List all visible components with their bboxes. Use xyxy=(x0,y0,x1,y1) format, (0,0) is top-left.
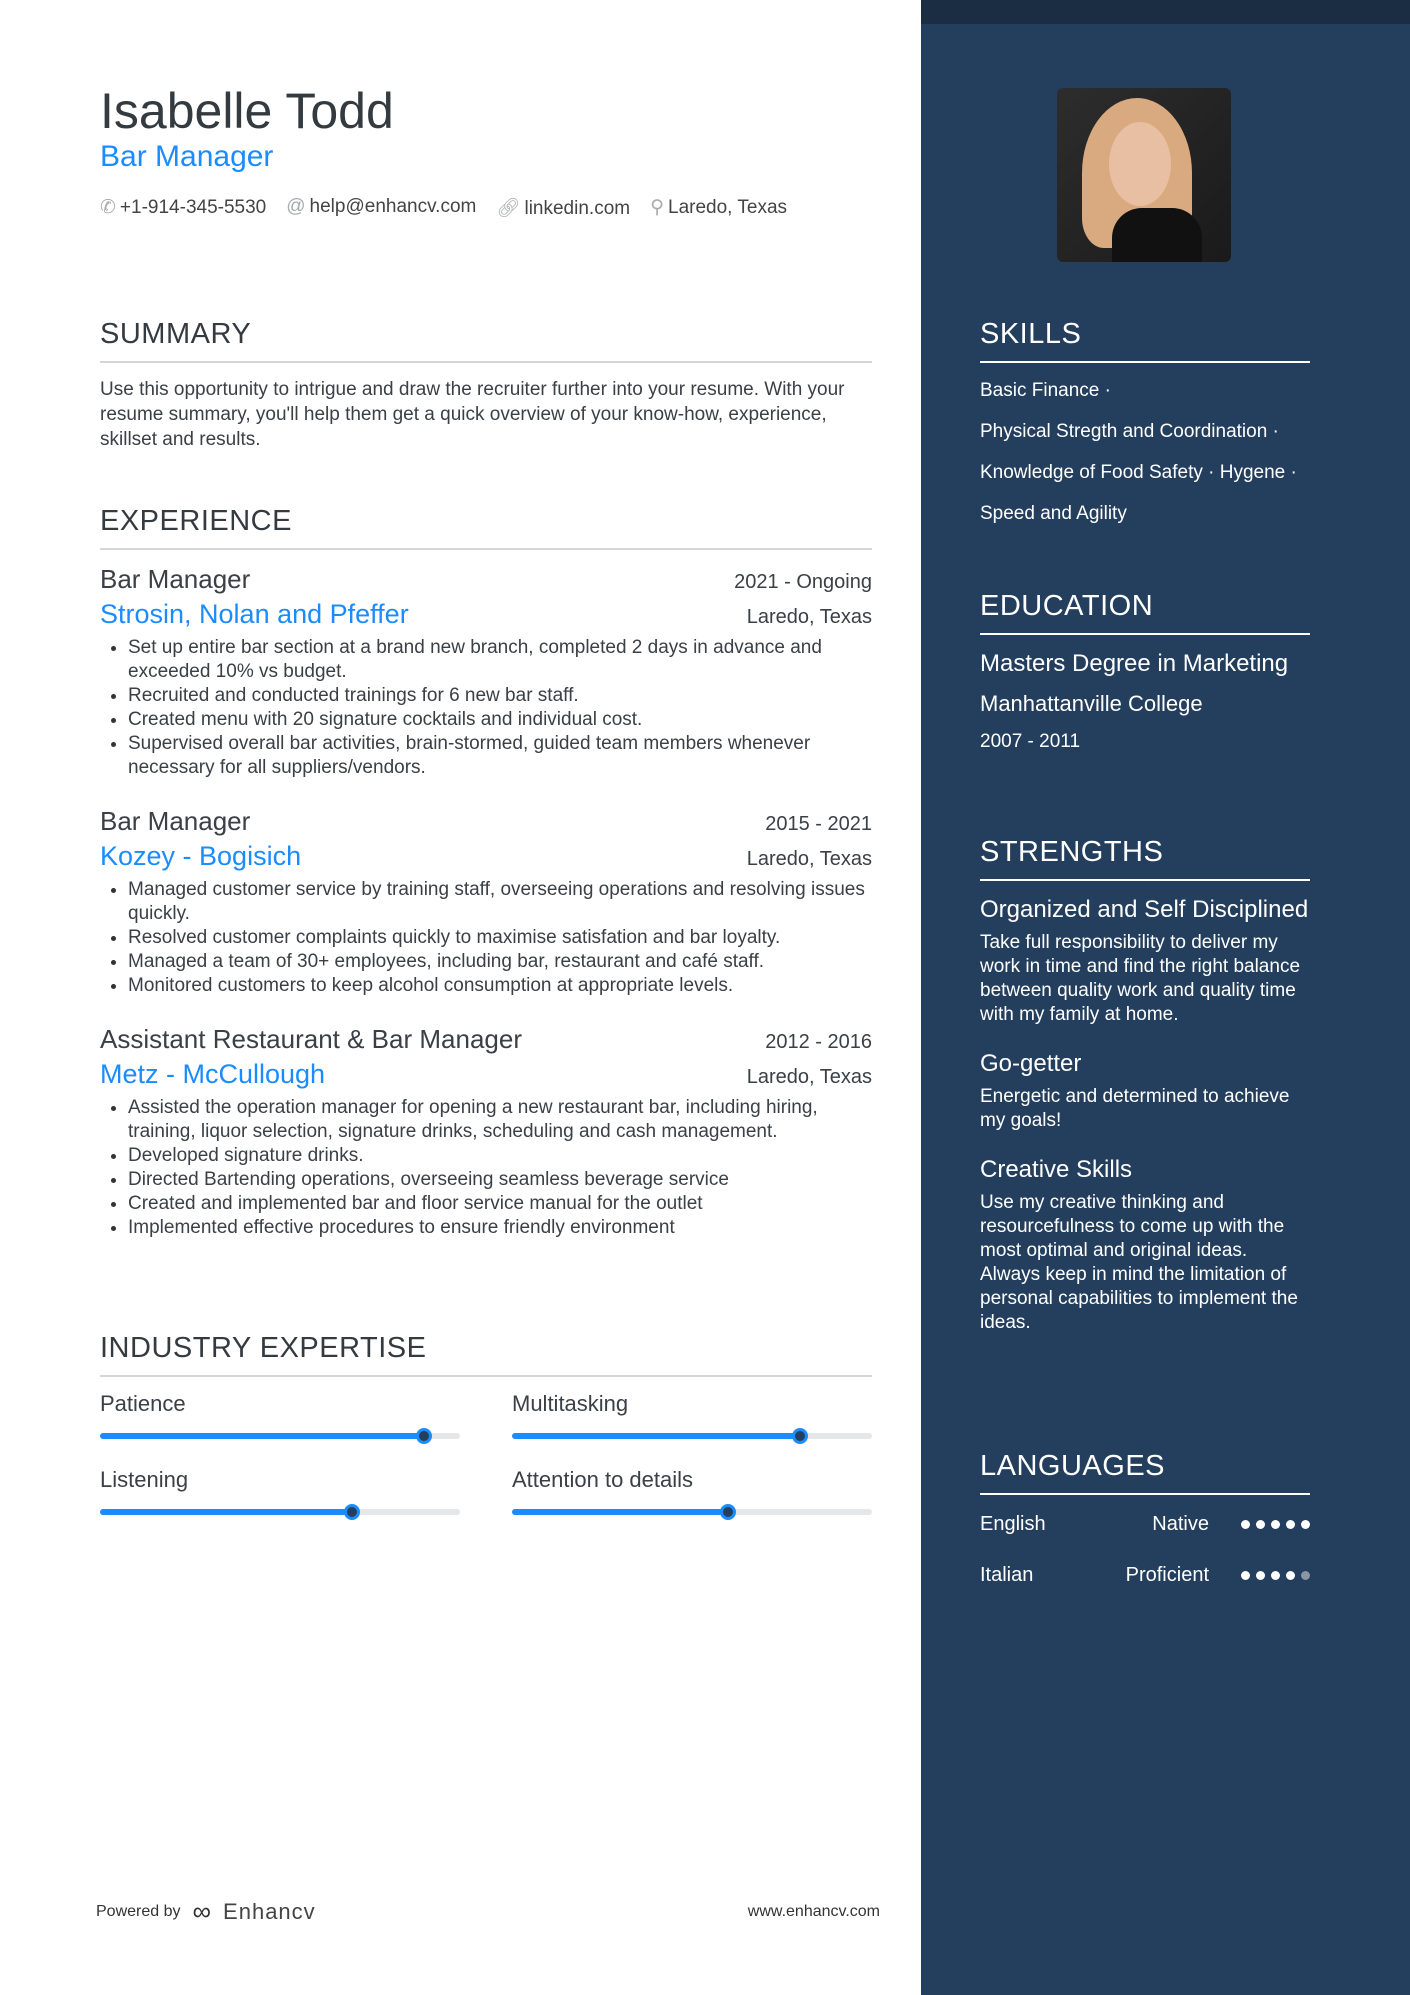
expertise-fill xyxy=(100,1509,352,1515)
job-title: Assistant Restaurant & Bar Manager xyxy=(100,1024,522,1054)
languages-heading: LANGUAGES xyxy=(980,1450,1310,1495)
at-icon: @ xyxy=(286,196,306,217)
summary-section xyxy=(100,318,872,452)
summary-heading: SUMMARY xyxy=(100,318,872,363)
job-bullets xyxy=(100,878,872,998)
bullet-item: • Managed customer service by training staff, overseeing operations and resolving issues quickly. xyxy=(128,878,872,926)
job-header xyxy=(100,806,872,837)
degree: Masters Degree in Marketing xyxy=(980,650,1289,677)
skills-heading: SKILLS xyxy=(980,318,1310,363)
language-level: Native xyxy=(1152,1513,1209,1535)
experience-section xyxy=(100,505,872,1240)
job-title: Bar Manager xyxy=(100,564,251,594)
candidate-name: Isabelle Todd xyxy=(100,83,394,139)
rating-dot xyxy=(1301,1520,1310,1529)
expertise-item xyxy=(512,1467,872,1515)
profile-photo xyxy=(1057,88,1231,262)
expertise-bar xyxy=(512,1509,872,1515)
strengths-heading: STRENGTHS xyxy=(980,836,1310,881)
job-dates: 2015 - 2021 xyxy=(765,813,872,835)
expertise-bar xyxy=(100,1509,460,1515)
rating-dot xyxy=(1271,1571,1280,1580)
expertise-knob xyxy=(344,1504,360,1520)
sidebar xyxy=(921,0,1410,1995)
expertise-bar xyxy=(512,1433,872,1439)
language-rating xyxy=(1241,1520,1310,1529)
summary-text: Use this opportunity to intrigue and draw the recruiter further into your resume. With your resume summary, you'll help them get a quick overview of your know-how, experience, skillset and results. xyxy=(100,379,845,450)
location: Laredo, Texas xyxy=(668,197,788,218)
expertise-item xyxy=(512,1391,872,1439)
job-location: Laredo, Texas xyxy=(746,1066,872,1088)
job-bullets xyxy=(100,636,872,780)
language-name: Italian xyxy=(980,1564,1034,1586)
job-dates: 2012 - 2016 xyxy=(765,1031,872,1053)
link-icon: 🔗︎ xyxy=(496,198,521,219)
education-heading: EDUCATION xyxy=(980,590,1310,635)
bullet-item: • Implemented effective procedures to ensure friendly environment xyxy=(128,1216,872,1240)
skill-item: Knowledge of Food Safety · Hygene · xyxy=(980,462,1297,483)
job-entry xyxy=(100,806,872,998)
strength-title: Go-getter xyxy=(980,1050,1082,1077)
strengths-section xyxy=(980,836,1310,1335)
company-name: Metz - McCullough xyxy=(100,1059,326,1089)
top-strip xyxy=(921,0,1410,24)
skills-section xyxy=(980,318,1310,526)
job-subheader xyxy=(100,837,872,872)
expertise-label: Listening xyxy=(100,1467,189,1492)
bullet-item: • Directed Bartending operations, overseeing seamless beverage service xyxy=(128,1168,872,1192)
phone-icon: ✆ xyxy=(100,197,116,218)
job-entry xyxy=(100,1024,872,1240)
job-bullets xyxy=(100,1096,872,1240)
candidate-title: Bar Manager xyxy=(100,140,274,173)
bullet-item: • Assisted the operation manager for opening a new restaurant bar, including hiring, training, liquor selection, signature drinks, scheduling and cash management. xyxy=(128,1096,872,1144)
job-subheader xyxy=(100,595,872,630)
strength-item xyxy=(980,1155,1310,1335)
education-dates: 2007 - 2011 xyxy=(980,731,1081,752)
language-item xyxy=(980,1513,1310,1536)
expertise-label: Attention to details xyxy=(512,1467,694,1492)
expertise-bar xyxy=(100,1433,460,1439)
job-header xyxy=(100,1024,872,1055)
expertise-label: Patience xyxy=(100,1391,186,1416)
bullet-item: • Created and implemented bar and floor service manual for the outlet xyxy=(128,1192,872,1216)
bullet-item: • Developed signature drinks. xyxy=(128,1144,872,1168)
bullet-item: • Supervised overall bar activities, brain-stormed, guided team members whenever necessary for all suppliers/vendors. xyxy=(128,732,872,780)
linkedin-link[interactable]: linkedin.com xyxy=(524,198,631,219)
skill-item: Basic Finance · xyxy=(980,380,1111,401)
rating-dot xyxy=(1256,1520,1265,1529)
bullet-item: • Monitored customers to keep alcohol consumption at appropriate levels. xyxy=(128,974,872,998)
bullet-item: • Resolved customer complaints quickly to maximise satisfation and bar loyalty. xyxy=(128,926,872,950)
powered-by: Powered by xyxy=(96,1902,181,1920)
job-header xyxy=(100,564,872,595)
school: Manhattanville College xyxy=(980,691,1203,716)
rating-dot xyxy=(1271,1520,1280,1529)
expertise-item xyxy=(100,1391,460,1439)
strength-item xyxy=(980,1049,1310,1133)
bullet-item: • Set up entire bar section at a brand new branch, completed 2 days in advance and exceeded 10% vs budget. xyxy=(128,636,872,684)
skill-item: Speed and Agility xyxy=(980,503,1127,524)
company-name: Kozey - Bogisich xyxy=(100,841,302,871)
experience-heading: EXPERIENCE xyxy=(100,505,872,550)
strength-text: Use my creative thinking and resourcefulness to come up with the most optimal and original ideas. Always keep in mind the limitation of personal capabilities to implement the ideas. xyxy=(980,1192,1298,1333)
job-subheader xyxy=(100,1055,872,1090)
rating-dot xyxy=(1241,1520,1250,1529)
contact-row xyxy=(100,196,787,220)
expertise-fill xyxy=(512,1509,728,1515)
language-level: Proficient xyxy=(1125,1564,1209,1586)
location-icon: ⚲ xyxy=(650,197,665,218)
language-item xyxy=(980,1564,1310,1587)
strength-text: Energetic and determined to achieve my goals! xyxy=(980,1086,1290,1131)
footer-url[interactable]: www.enhancv.com xyxy=(747,1902,880,1920)
rating-dot xyxy=(1241,1571,1250,1580)
bullet-item: • Recruited and conducted trainings for 6 new bar staff. xyxy=(128,684,872,708)
footer xyxy=(96,1896,880,1927)
rating-dot xyxy=(1286,1571,1295,1580)
rating-dot xyxy=(1301,1571,1310,1580)
expertise-fill xyxy=(100,1433,424,1439)
education-section xyxy=(980,590,1310,753)
email-link[interactable]: help@enhancv.com xyxy=(309,196,477,217)
strength-item xyxy=(980,895,1310,1027)
expertise-knob xyxy=(720,1504,736,1520)
language-rating xyxy=(1241,1571,1310,1580)
strength-title: Creative Skills xyxy=(980,1156,1133,1183)
company-name: Strosin, Nolan and Pfeffer xyxy=(100,599,409,629)
expertise-knob xyxy=(792,1428,808,1444)
job-title: Bar Manager xyxy=(100,806,251,836)
languages-section xyxy=(980,1450,1310,1587)
job-location: Laredo, Texas xyxy=(746,606,872,628)
job-dates: 2021 - Ongoing xyxy=(734,571,872,593)
expertise-fill xyxy=(512,1433,800,1439)
phone: +1-914-345-5530 xyxy=(119,197,267,218)
job-entry xyxy=(100,564,872,780)
rating-dot xyxy=(1256,1571,1265,1580)
strength-text: Take full responsibility to deliver my work in time and find the right balance between quality work and quality time with my family at home. xyxy=(980,932,1301,1025)
skill-item: Physical Stregth and Coordination · xyxy=(980,421,1279,442)
expertise-section xyxy=(100,1332,872,1515)
job-location: Laredo, Texas xyxy=(746,848,872,870)
enhancv-logo-icon: ∞ xyxy=(192,1896,212,1926)
bullet-item: • Created menu with 20 signature cocktails and individual cost. xyxy=(128,708,872,732)
brand-name: Enhancv xyxy=(223,1898,316,1924)
expertise-heading: INDUSTRY EXPERTISE xyxy=(100,1332,872,1377)
expertise-label: Multitasking xyxy=(512,1391,629,1416)
expertise-item xyxy=(100,1467,460,1515)
bullet-item: • Managed a team of 30+ employees, including bar, restaurant and café staff. xyxy=(128,950,872,974)
language-name: English xyxy=(980,1513,1046,1535)
rating-dot xyxy=(1286,1520,1295,1529)
strength-title: Organized and Self Disciplined xyxy=(980,896,1309,923)
expertise-knob xyxy=(416,1428,432,1444)
